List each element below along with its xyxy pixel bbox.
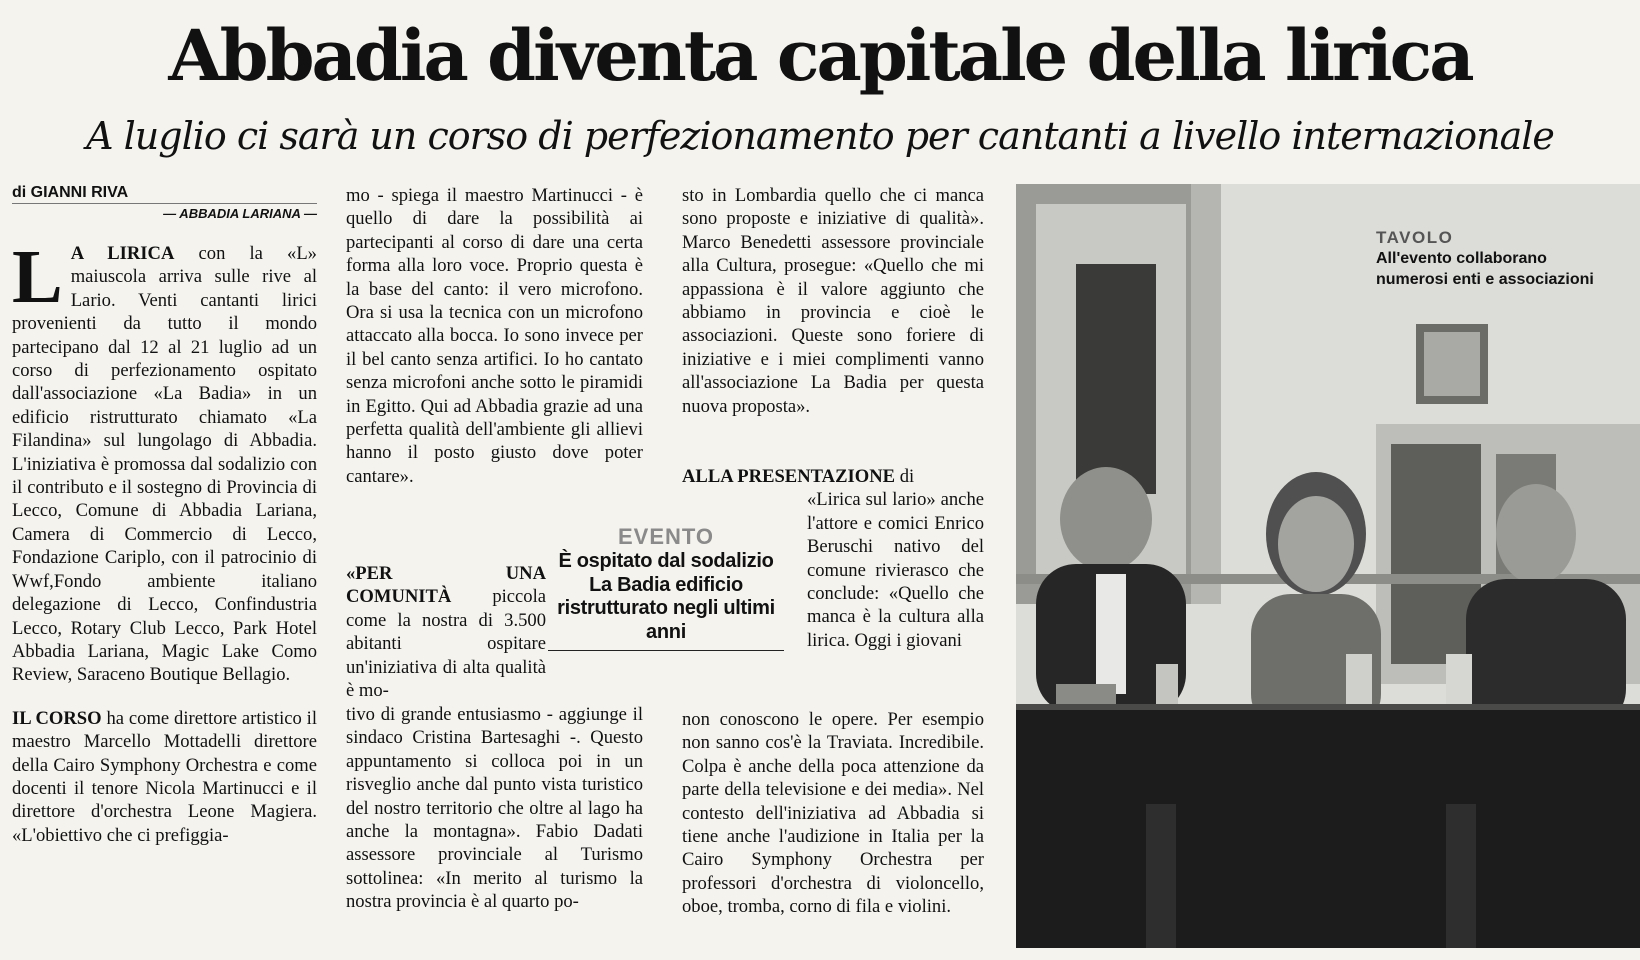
lead-in-corso: IL CORSO — [12, 707, 102, 729]
drop-cap: L — [12, 242, 63, 319]
lead-in-lirica: A LIRICA — [70, 243, 175, 264]
article-column-1 — [12, 242, 317, 952]
article-column-3 — [682, 184, 984, 444]
photo-illustration — [1016, 184, 1640, 948]
lead-in-comunita: «PER UNA COMUNITÀ — [346, 563, 546, 608]
paragraph-corso — [12, 707, 317, 847]
byline-place: — ABBADIA LARIANA — — [163, 206, 317, 221]
byline — [12, 184, 317, 221]
paragraph-intro — [12, 242, 317, 687]
presentazione-first-word: di — [899, 466, 915, 487]
presentazione-narrow-text: «Lirica sul lario» anche l'attore e comici Enrico Beruschi nativo del comune rivierasco che conclude: «Quello che manca è la cultura alla lirica. Oggi i giovani — [807, 489, 984, 651]
lead-in-presentazione: ALLA PRESENTAZIONE — [682, 466, 896, 487]
photo-caption-text: All'evento collaborano numerosi enti e associazioni — [1376, 250, 1594, 288]
byline-author: di GIANNI RIVA — [12, 184, 317, 204]
paragraph-comunita — [346, 562, 546, 702]
photo-press-conference — [1016, 184, 1640, 948]
pull-quote-kicker: EVENTO — [617, 524, 715, 549]
presentazione-first-line — [682, 465, 984, 488]
paragraph-presentazione-cont: non conoscono le opere. Per esempio non sanno cos'è la Traviata. Incredibile. Colpa è anche della poca attenzione da parte della televisione e dei media». Nel contesto dell'iniziativa ad Abbadia si tiene anche l'audizione in Italia per la Cairo Symphony Orchestra per professori d'orchestra di violoncello, oboe, tromba, corno di fila e violini. — [682, 709, 984, 918]
photo-caption-kicker: TAVOLO — [1376, 228, 1454, 247]
paragraph-1-text: con la «L» maiuscola arriva sulle rive al Lario. Venti cantanti lirici provenienti da tutto il mondo partecipano dal 12 al 21 luglio ad un corso di perfezionamento ospitato dall'associazione «La Badia» in un edificio ristrutturato chiamato «La Filandina» sul lungolago di Abbadia. L'iniziativa è promossa dal sodalizio con il contributo e il sostegno di Provincia di Lecco, Comune di Abbadia Lariana, Camera di Commercio di Lecco, Fondazione Cariplo, con il patrocinio di Wwf,Fondo ambiente italiano delegazione di Lecco, Confindustria Lecco, Rotary Club Lecco, Park Hotel Abbadia Lariana, Magic Lake Como Review, Saraceno Boutique Bellagio. — [12, 243, 317, 686]
paragraph-presentazione — [682, 465, 984, 652]
article-column-2 — [346, 184, 643, 534]
paragraph-2-text: ha come direttore artistico il maestro Marcello Mottadelli direttore della Cairo Symphony Orchestra e come docenti il tenore Nicola Martinucci e il direttore d'orchestra Leone Magiera. «L'obiettivo che ci prefiggia- — [12, 707, 317, 846]
subheadline: A luglio ci sarà un corso di perfezionamento per cantanti a livello internazionale — [86, 114, 1554, 158]
paragraph-col3: sto in Lombardia quello che ci manca sono proposte e iniziative di qualità». Marco Benedetti assessore provinciale alla Cultura, prosegue: «Quello che mi appassiona è il valore aggiunto che abbiamo in provincia e cioè le associazioni. Queste sono foriere di iniziative e i miei complimenti vanno all'associazione La Badia per questa nuova proposta». — [682, 185, 984, 417]
pull-quote-text: È ospitato dal sodalizio La Badia edificio ristrutturato negli ultimi anni — [557, 550, 775, 643]
paragraph-col2: mo - spiega il maestro Martinucci - è quello di dare la possibilità ai partecipanti al corso di dare una certa forma alla loro voce. Proprio questa è la base del canto: il vero microfono. Ora si usa la tecnica con un microfono attaccato alla bocca. Io sono invece per il bel canto senza artifici. Io ho cantato senza microfoni anche sotto le piramidi in Egitto. Qui ad Abbadia grazie ad una perfetta qualità dell'ambiente gli allievi hanno il posto giusto dove poter cantare». — [346, 185, 643, 487]
photo-caption — [1376, 228, 1606, 290]
paragraph-comunita-cont: tivo di grande entusiasmo - aggiunge il sindaco Cristina Bartesaghi -. Questo appuntamento si colloca poi in un risveglio anche dal punto vista turistico del nostro territorio che oltre al lago ha anche la montagna». Fabio Dadati assessore provinciale al Turismo sottolinea: «In merito al turismo la nostra provincia è al quarto po- — [346, 704, 643, 913]
paragraph-3a-text: piccola come la nostra di 3.500 abitanti ospitare un'iniziativa di alta qualità è mo- — [346, 586, 546, 702]
headline: Abbadia diventa capitale della lirica — [168, 14, 1472, 97]
